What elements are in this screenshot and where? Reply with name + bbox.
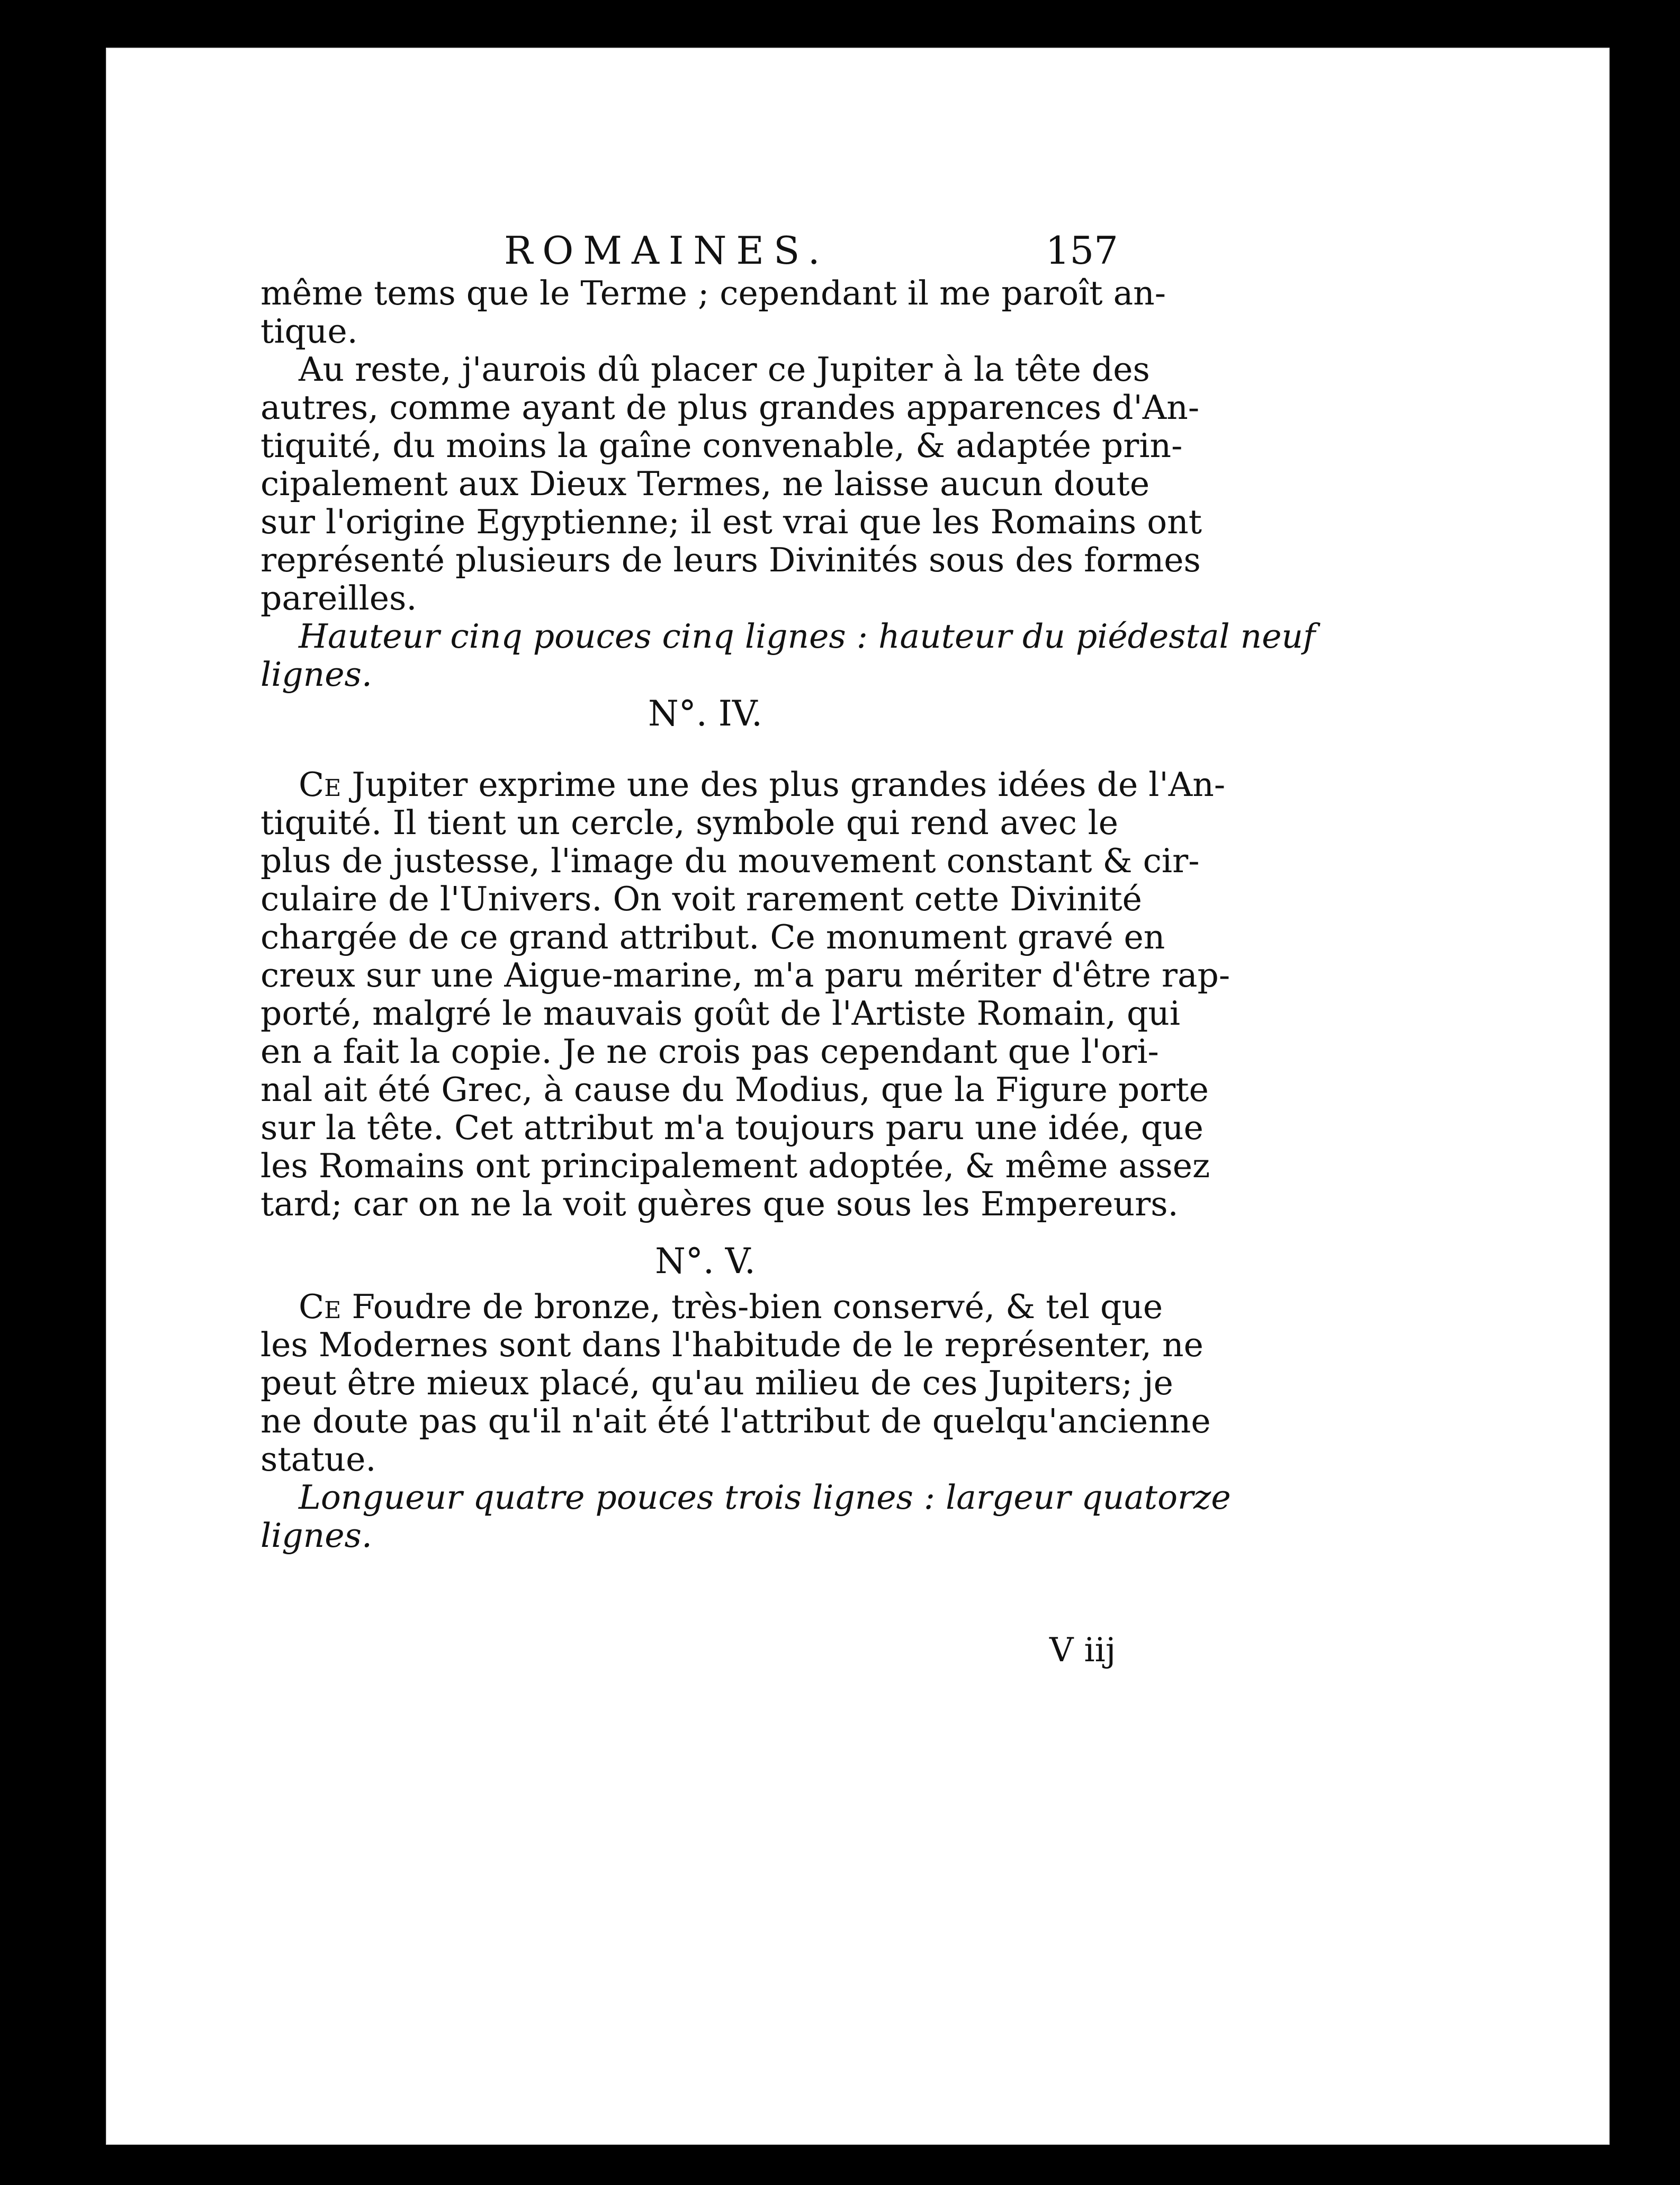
text-run: Foudre de bronze, très-bien conservé, & tel que <box>341 1287 1163 1326</box>
text-line: pareilles. <box>260 579 417 617</box>
spacer <box>260 734 1118 766</box>
text-line: cipalement aux Dieux Termes, ne laisse aucun doute <box>260 464 1150 503</box>
text-run: Jupiter exprime une des plus grandes idées de l'An- <box>341 765 1226 804</box>
spacer <box>260 1223 1118 1241</box>
signature-mark: V iij <box>1049 1631 1116 1669</box>
section-heading-v: N°. V. <box>655 1241 756 1282</box>
text-line: les Romains ont principalement adoptée, & même assez <box>260 1147 1210 1185</box>
paragraph-1 <box>260 274 1166 351</box>
text-line <box>260 765 1226 804</box>
text-line: sur l'origine Egyptienne; il est vrai que les Romains ont <box>260 503 1202 541</box>
dimensions-note-2 <box>260 1478 1231 1555</box>
text-line: Hauteur cinq pouces cinq lignes : hauteur du piédestal neuf <box>299 617 1316 656</box>
text-line <box>260 1287 1163 1326</box>
text-line: tique. <box>260 312 358 351</box>
text-line: statue. <box>260 1440 376 1479</box>
running-head-title: ROMAINES. <box>504 228 830 273</box>
text-line: chargée de ce grand attribut. Ce monument gravé en <box>260 918 1165 956</box>
text-line: tiquité. Il tient un cercle, symbole qui rend avec le <box>260 803 1118 842</box>
page-number: 157 <box>1045 228 1118 273</box>
text-line: en a fait la copie. Je ne crois pas cependant que l'ori- <box>260 1032 1159 1071</box>
text-line: les Modernes sont dans l'habitude de le représenter, ne <box>260 1326 1203 1364</box>
book-page <box>106 48 1610 2145</box>
section-v-paragraph <box>260 1287 1211 1479</box>
text-line: Au reste, j'aurois dû placer ce Jupiter à la tête des <box>299 350 1150 389</box>
text-line: creux sur une Aigue-marine, m'a paru mériter d'être rap- <box>260 956 1230 995</box>
text-line: porté, malgré le mauvais goût de l'Artiste Romain, qui <box>260 994 1181 1033</box>
text-line: culaire de l'Univers. On voit rarement cette Divinité <box>260 880 1142 918</box>
text-line: tard; car on ne la voit guères que sous les Empereurs. <box>260 1185 1179 1223</box>
running-head <box>260 227 1118 274</box>
text-line: autres, comme ayant de plus grandes apparences d'An- <box>260 388 1200 427</box>
text-line: tiquité, du moins la gaîne convenable, & adaptée prin- <box>260 426 1183 465</box>
text-line: nal ait été Grec, à cause du Modius, que la Figure porte <box>260 1070 1209 1109</box>
drop-word: Ce <box>299 1287 342 1326</box>
text-line: peut être mieux placé, qu'au milieu de ces Jupiters; je <box>260 1364 1173 1402</box>
text-line: même tems que le Terme ; cependant il me paroît an- <box>260 274 1166 312</box>
text-line: lignes. <box>260 1516 372 1555</box>
section-heading-iv: N°. IV. <box>648 693 762 734</box>
paragraph-2 <box>260 350 1202 617</box>
text-line: sur la tête. Cet attribut m'a toujours paru une idée, que <box>260 1108 1203 1147</box>
text-line: représenté plusieurs de leurs Divinités sous des formes <box>260 541 1201 579</box>
text-block <box>260 227 1316 1555</box>
drop-word: Ce <box>299 765 342 804</box>
dimensions-note-1 <box>260 617 1316 694</box>
text-line: ne doute pas qu'il n'ait été l'attribut de quelqu'ancienne <box>260 1402 1211 1440</box>
text-line: lignes. <box>260 655 372 694</box>
section-iv-paragraph <box>260 765 1230 1223</box>
text-line: plus de justesse, l'image du mouvement constant & cir- <box>260 841 1200 880</box>
text-line: Longueur quatre pouces trois lignes : largeur quatorze <box>299 1478 1231 1517</box>
